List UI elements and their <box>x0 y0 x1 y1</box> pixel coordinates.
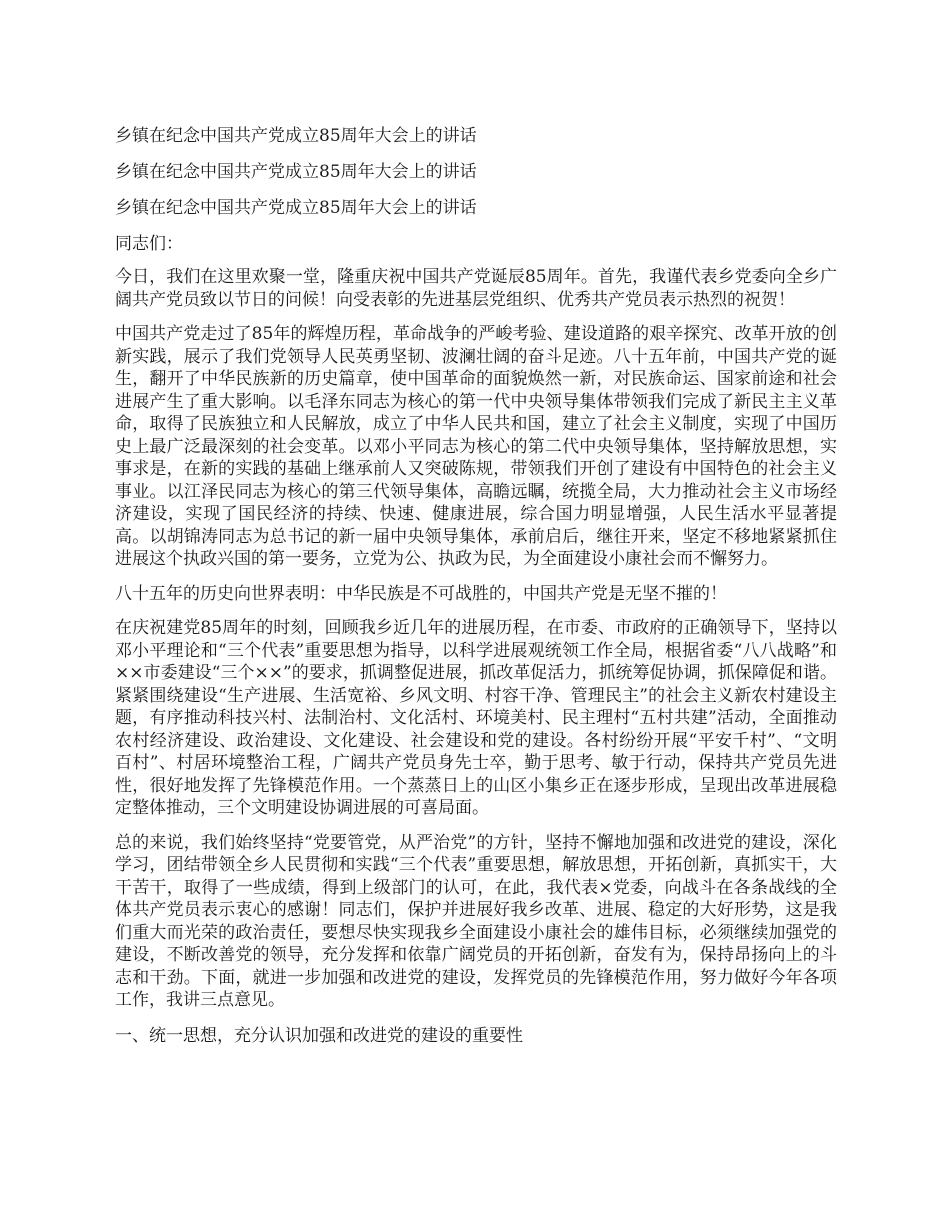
document-title-3: 乡镇在纪念中国共产党成立85周年大会上的讲话 <box>115 198 477 218</box>
document-page <box>115 124 837 1048</box>
paragraph-declaration: 八十五年的历史向世界表明：中华民族是不可战胜的，中国共产党是无坚不摧的！ <box>115 583 727 604</box>
salutation: 同志们： <box>115 234 183 254</box>
paragraph-history: 中国共产党走过了85年的辉煌历程，革命战争的严峻考验、建设道路的艰辛探究、改革开放的创新实践，展示了我们党领导人民英勇坚韧、波澜壮阔的奋斗足迹。八十五年前，中国共产党的诞生，翻开了中华民族新的历史篇章，使中国革命的面貌焕然一新，对民族命运、国家前途和社会进展产生了重大影响。以毛泽东同志为核心的第一代中央领导集体带领我们完成了新民主主义革命，取得了民族独立和人民解放，成立了中华人民共和国，建立了社会主义制度，实现了中国历史上最广泛最深刻的社会变革。以邓小平同志为核心的第二代中央领导集体，坚持解放思想，实事求是，在新的实践的基础上继承前人又突破陈规，带领我们开创了建设有中国特色的社会主义事业。以江泽民同志为核心的第三代领导集体，高瞻远瞩，统揽全局，大力推动社会主义市场经济建设，实现了国民经济的持续、快速、健康进展，综合国力明显增强，人民生活水平显著提高。以胡锦涛同志为总书记的新一届中央领导集体，承前启后，继往开来，坚定不移地紧紧抓住进展这个执政兴国的第一要务，立党为公、执政为民，为全面建设小康社会而不懈努力。 <box>115 324 837 569</box>
document-title-1: 乡镇在纪念中国共产党成立85周年大会上的讲话 <box>115 126 477 146</box>
section-heading: 一、统一思想，充分认识加强和改进党的建设的重要性 <box>115 1025 523 1046</box>
paragraph-review: 在庆祝建党85周年的时刻，回顾我乡近几年的进展历程，在市委、市政府的正确领导下，坚持以邓小平理论和“三个代表”重要思想为指导，以科学进展观统领工作全局，根据省委“八八战略”和××市委建设“三个××”的要求，抓调整促进展，抓改革促活力，抓统筹促协调，抓保障促和谐。紧紧围绕建设“生产进展、生活宽裕、乡风文明、村容干净、管理民主”的社会主义新农村建设主题，有序推动科技兴村、法制治村、文化活村、环境美村、民主理村“五村共建”活动，全面推动农村经济建设、政治建设、文化建设、社会建设和党的建设。各村纷纷开展“平安千村”、“文明百村”、村居环境整治工程，广阔共产党员身先士卒，勤于思考、敏于行动，保持共产党员先进性，很好地发挥了先锋模范作用。一个蒸蒸日上的山区小集乡正在逐步形成，呈现出改革进展稳定整体推动，三个文明建设协调进展的可喜局面。 <box>115 618 837 818</box>
document-title-2: 乡镇在纪念中国共产党成立85周年大会上的讲话 <box>115 162 477 182</box>
paragraph-summary: 总的来说，我们始终坚持“党要管党，从严治党”的方针，坚持不懈地加强和改进党的建设，深化学习，团结带领全乡人民贯彻和实践“三个代表”重要思想，解放思想，开拓创新，真抓实干，大干苦干，取得了一些成绩，得到上级部门的认可，在此，我代表×党委，向战斗在各条战线的全体共产党员表示衷心的感谢！同志们，保护并进展好我乡改革、进展、稳定的大好形势，这是我们重大而光荣的政治责任，要想尽快实现我乡全面建设小康社会的雄伟目标，必须继续加强党的建设，不断改善党的领导，充分发挥和依靠广阔党员的开拓创新，奋发有为，保持昂扬向上的斗志和干劲。下面，就进一步加强和改进党的建设，发挥党员的先锋模范作用，努力做好今年各项工作，我讲三点意见。 <box>115 832 837 1010</box>
paragraph-opening: 今日，我们在这里欢聚一堂，隆重庆祝中国共产党诞辰85周年。首先，我谨代表乡党委向全乡广阔共产党员致以节日的问候！向受表彰的先进基层党组织、优秀共产党员表示热烈的祝贺！ <box>115 267 837 310</box>
